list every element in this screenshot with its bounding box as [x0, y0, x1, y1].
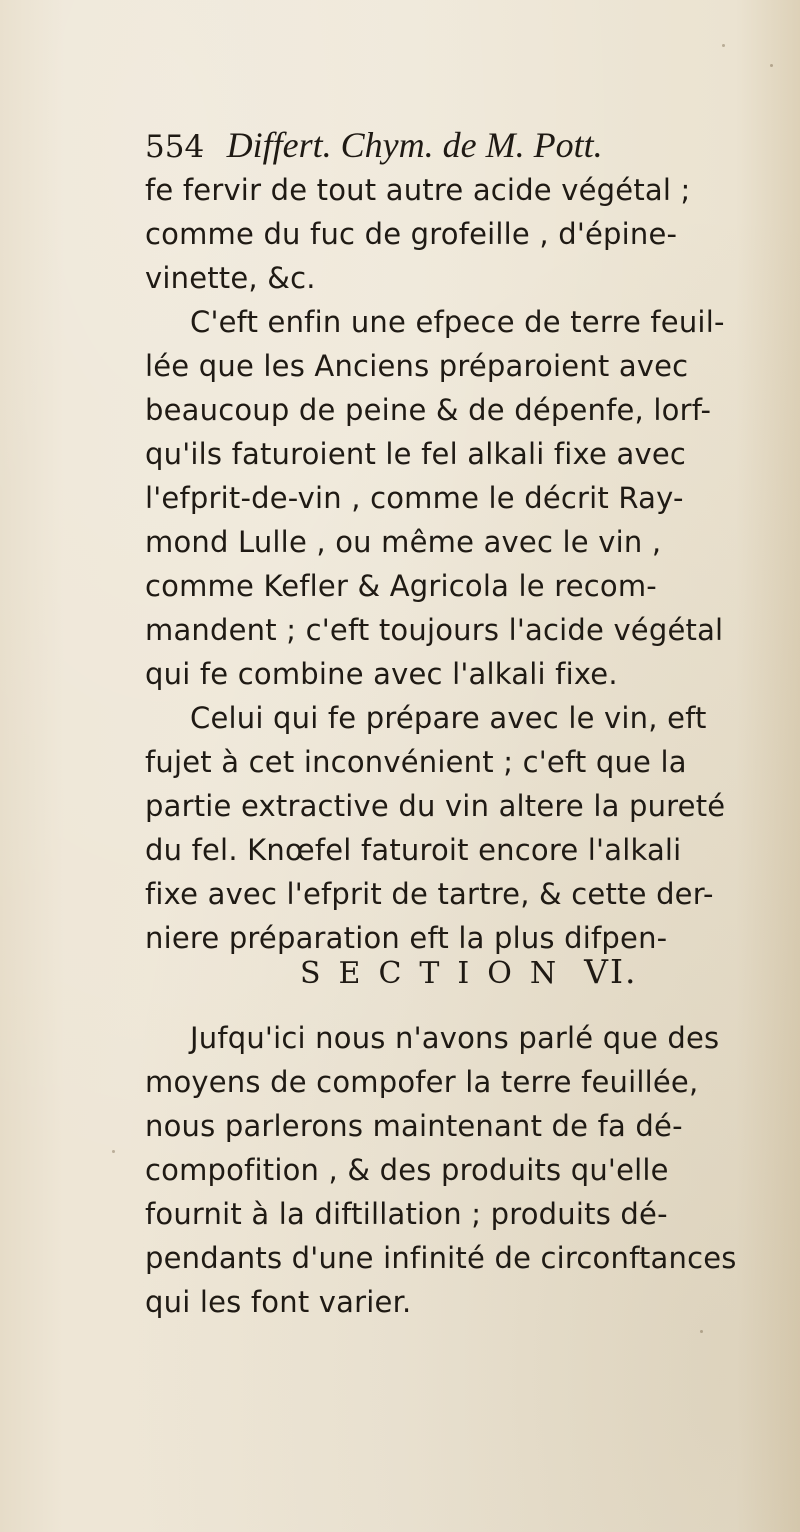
paper-speck	[722, 44, 725, 47]
section-word: SECTION	[300, 956, 575, 991]
text-line: du fel. Knœfel faturoit encore l'alkali	[145, 833, 682, 867]
text-line: l'efprit-de-vin , comme le décrit Ray-	[145, 481, 684, 515]
running-title: Differt. Chym. de M. Pott.	[226, 125, 603, 165]
paragraph-first-line: Jufqu'ici nous n'avons parlé que des	[190, 1021, 720, 1055]
text-line: fe fervir de tout autre acide végétal ;	[145, 173, 691, 207]
text-line: qu'ils faturoient le fel alkali fixe avec	[145, 437, 687, 471]
text-line: niere préparation eft la plus difpen-	[145, 921, 668, 955]
text-line: mond Lulle , ou même avec le vin ,	[145, 525, 662, 559]
page-number: 554	[145, 129, 205, 165]
section-heading	[300, 947, 700, 997]
text-line: nous parlerons maintenant de fa dé-	[145, 1109, 683, 1143]
text-line: compofition , & des produits qu'elle	[145, 1153, 669, 1187]
paragraph-first-line: Celui qui fe prépare avec le vin, eft	[190, 701, 707, 735]
text-line: qui fe combine avec l'alkali fixe.	[145, 657, 618, 691]
paragraph-first-line: C'eft enfin une efpece de terre feuil-	[190, 305, 725, 339]
text-line: fournit à la diftillation ; produits dé-	[145, 1197, 668, 1231]
text-line: mandent ; c'eft toujours l'acide végétal	[145, 613, 724, 647]
paper-speck	[770, 64, 773, 67]
text-line: fujet à cet inconvénient ; c'eft que la	[145, 745, 687, 779]
text-line: moyens de compofer la terre feuillée,	[145, 1065, 699, 1099]
text-line: comme du fuc de grofeille , d'épine-	[145, 217, 678, 251]
text-line: pendants d'une infinité de circonftances	[145, 1241, 737, 1275]
text-line: beaucoup de peine & de dépenfe, lorf-	[145, 393, 712, 427]
paper-speck	[700, 1330, 703, 1333]
text-line: fixe avec l'efprit de tartre, & cette der-	[145, 877, 714, 911]
text-line: partie extractive du vin altere la pureté	[145, 789, 726, 823]
paper-speck	[112, 1150, 115, 1153]
text-line: comme Kefler & Agricola le recom-	[145, 569, 657, 603]
section-number: VI.	[584, 952, 638, 991]
page-header	[145, 122, 705, 168]
text-line: lée que les Anciens préparoient avec	[145, 349, 689, 383]
text-line: vinette, &c.	[145, 261, 316, 295]
text-line: qui les font varier.	[145, 1285, 412, 1319]
